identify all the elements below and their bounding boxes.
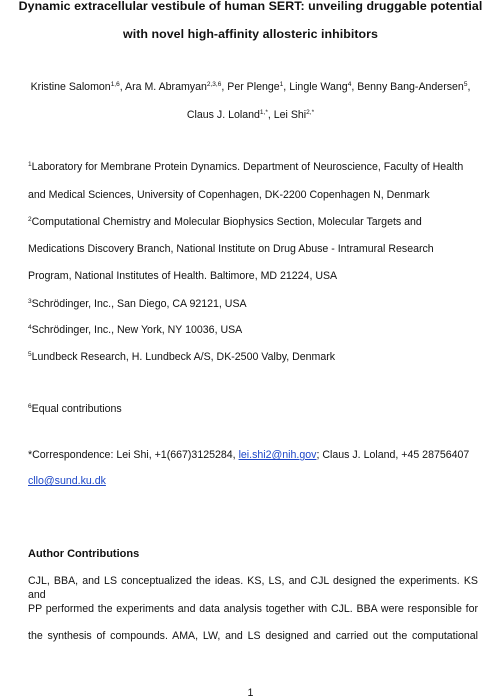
author-list-line-2: Claus J. Loland$^{1,*}$, Lei Shi$^{2,*}$ [186,109,315,121]
affiliation-number: 2 [28,216,32,223]
author-affiliation-mark: 2,* [306,109,315,116]
author-name: Ara M. Abramyan [125,81,207,93]
author-affiliation-mark: 2,3,6 [206,81,222,88]
author-name: Kristine Salomon [30,81,111,93]
affiliation-1-line-1: $^1$Laboratory for Membrane Protein Dynamics. Department of Neuroscience, Faculty of Health [28,161,464,173]
affiliation-4: $^4$Schrödinger, Inc., New York, NY 10036, USA [28,324,243,336]
author-name: Benny Bang-Andersen [357,81,464,93]
affiliation-number: 4 [28,324,32,331]
contributions-line-3: the synthesis of compounds. AMA, LW, and LS designed and carried out the computational [28,630,478,642]
affiliation-number: 1 [28,161,32,168]
affiliation-2-line-3: Program, National Institutes of Health. Baltimore, MD 21224, USA [28,270,338,282]
author-list-line-1: Kristine Salomon$^{1,6}$, Ara M. Abramyan$^{2,3,6}$, Per Plenge$^1$, Lingle Wang$^4$, Benny Bang-Andersen$^5$, [30,81,471,93]
correspondence-line-2 [28,474,478,488]
author-affiliation-mark: 1 [279,81,284,88]
author-affiliation-mark: 1,* [259,109,268,116]
affiliation-number: 3 [28,298,32,305]
page-number: 1 [247,687,254,699]
affiliation-2-line-1: $^2$Computational Chemistry and Molecular Biophysics Section, Molecular Targets and [28,216,422,228]
author-affiliation-mark: 5 [463,81,468,88]
paper-title-line-1: Dynamic extracellular vestibule of human SERT: unveiling druggable potential [18,0,483,13]
affiliation-1-line-2: and Medical Sciences, University of Copenhagen, DK-2200 Copenhagen N, Denmark [28,189,430,201]
correspondence-line: *Correspondence: Lei Shi, +1(667)3125284, lei.shi2@nih.gov; Claus J. Loland, +45 28756407 [28,449,470,461]
affiliation-5: $^5$Lundbeck Research, H. Lundbeck A/S, DK-2500 Valby, Denmark [28,351,336,363]
author-name: Lei Shi [273,109,307,121]
paper-title-line-2: with novel high-affinity allosteric inhibitors [123,27,378,41]
section-heading-author-contributions: Author Contributions [28,548,140,560]
author-affiliation-mark: 1,6 [110,81,120,88]
author-affiliation-mark: 4 [347,81,352,88]
author-name: Lingle Wang [289,81,348,93]
affiliation-6: $^6$Equal contributions [28,403,122,415]
contributions-line-2: PP performed the experiments and data analysis together with CJL. BBA were responsible for [28,603,478,615]
email-link-lei-shi[interactable]: lei.shi2@nih.gov [238,449,317,461]
author-name: Claus J. Loland [186,109,260,121]
affiliation-number: 5 [28,351,32,358]
affiliation-number: 6 [28,403,32,410]
author-name: Per Plenge [227,81,280,93]
affiliation-2-line-2: Medications Discovery Branch, National Institute on Drug Abuse - Intramural Research [28,243,434,255]
email-link-claus-loland[interactable]: cllo@sund.ku.dk [28,475,106,487]
contributions-line-1: CJL, BBA, and LS conceptualized the ideas. KS, LS, and CJL designed the experiments. KS and [28,575,478,601]
affiliation-3: $^3$Schrödinger, Inc., San Diego, CA 92121, USA [28,298,247,310]
